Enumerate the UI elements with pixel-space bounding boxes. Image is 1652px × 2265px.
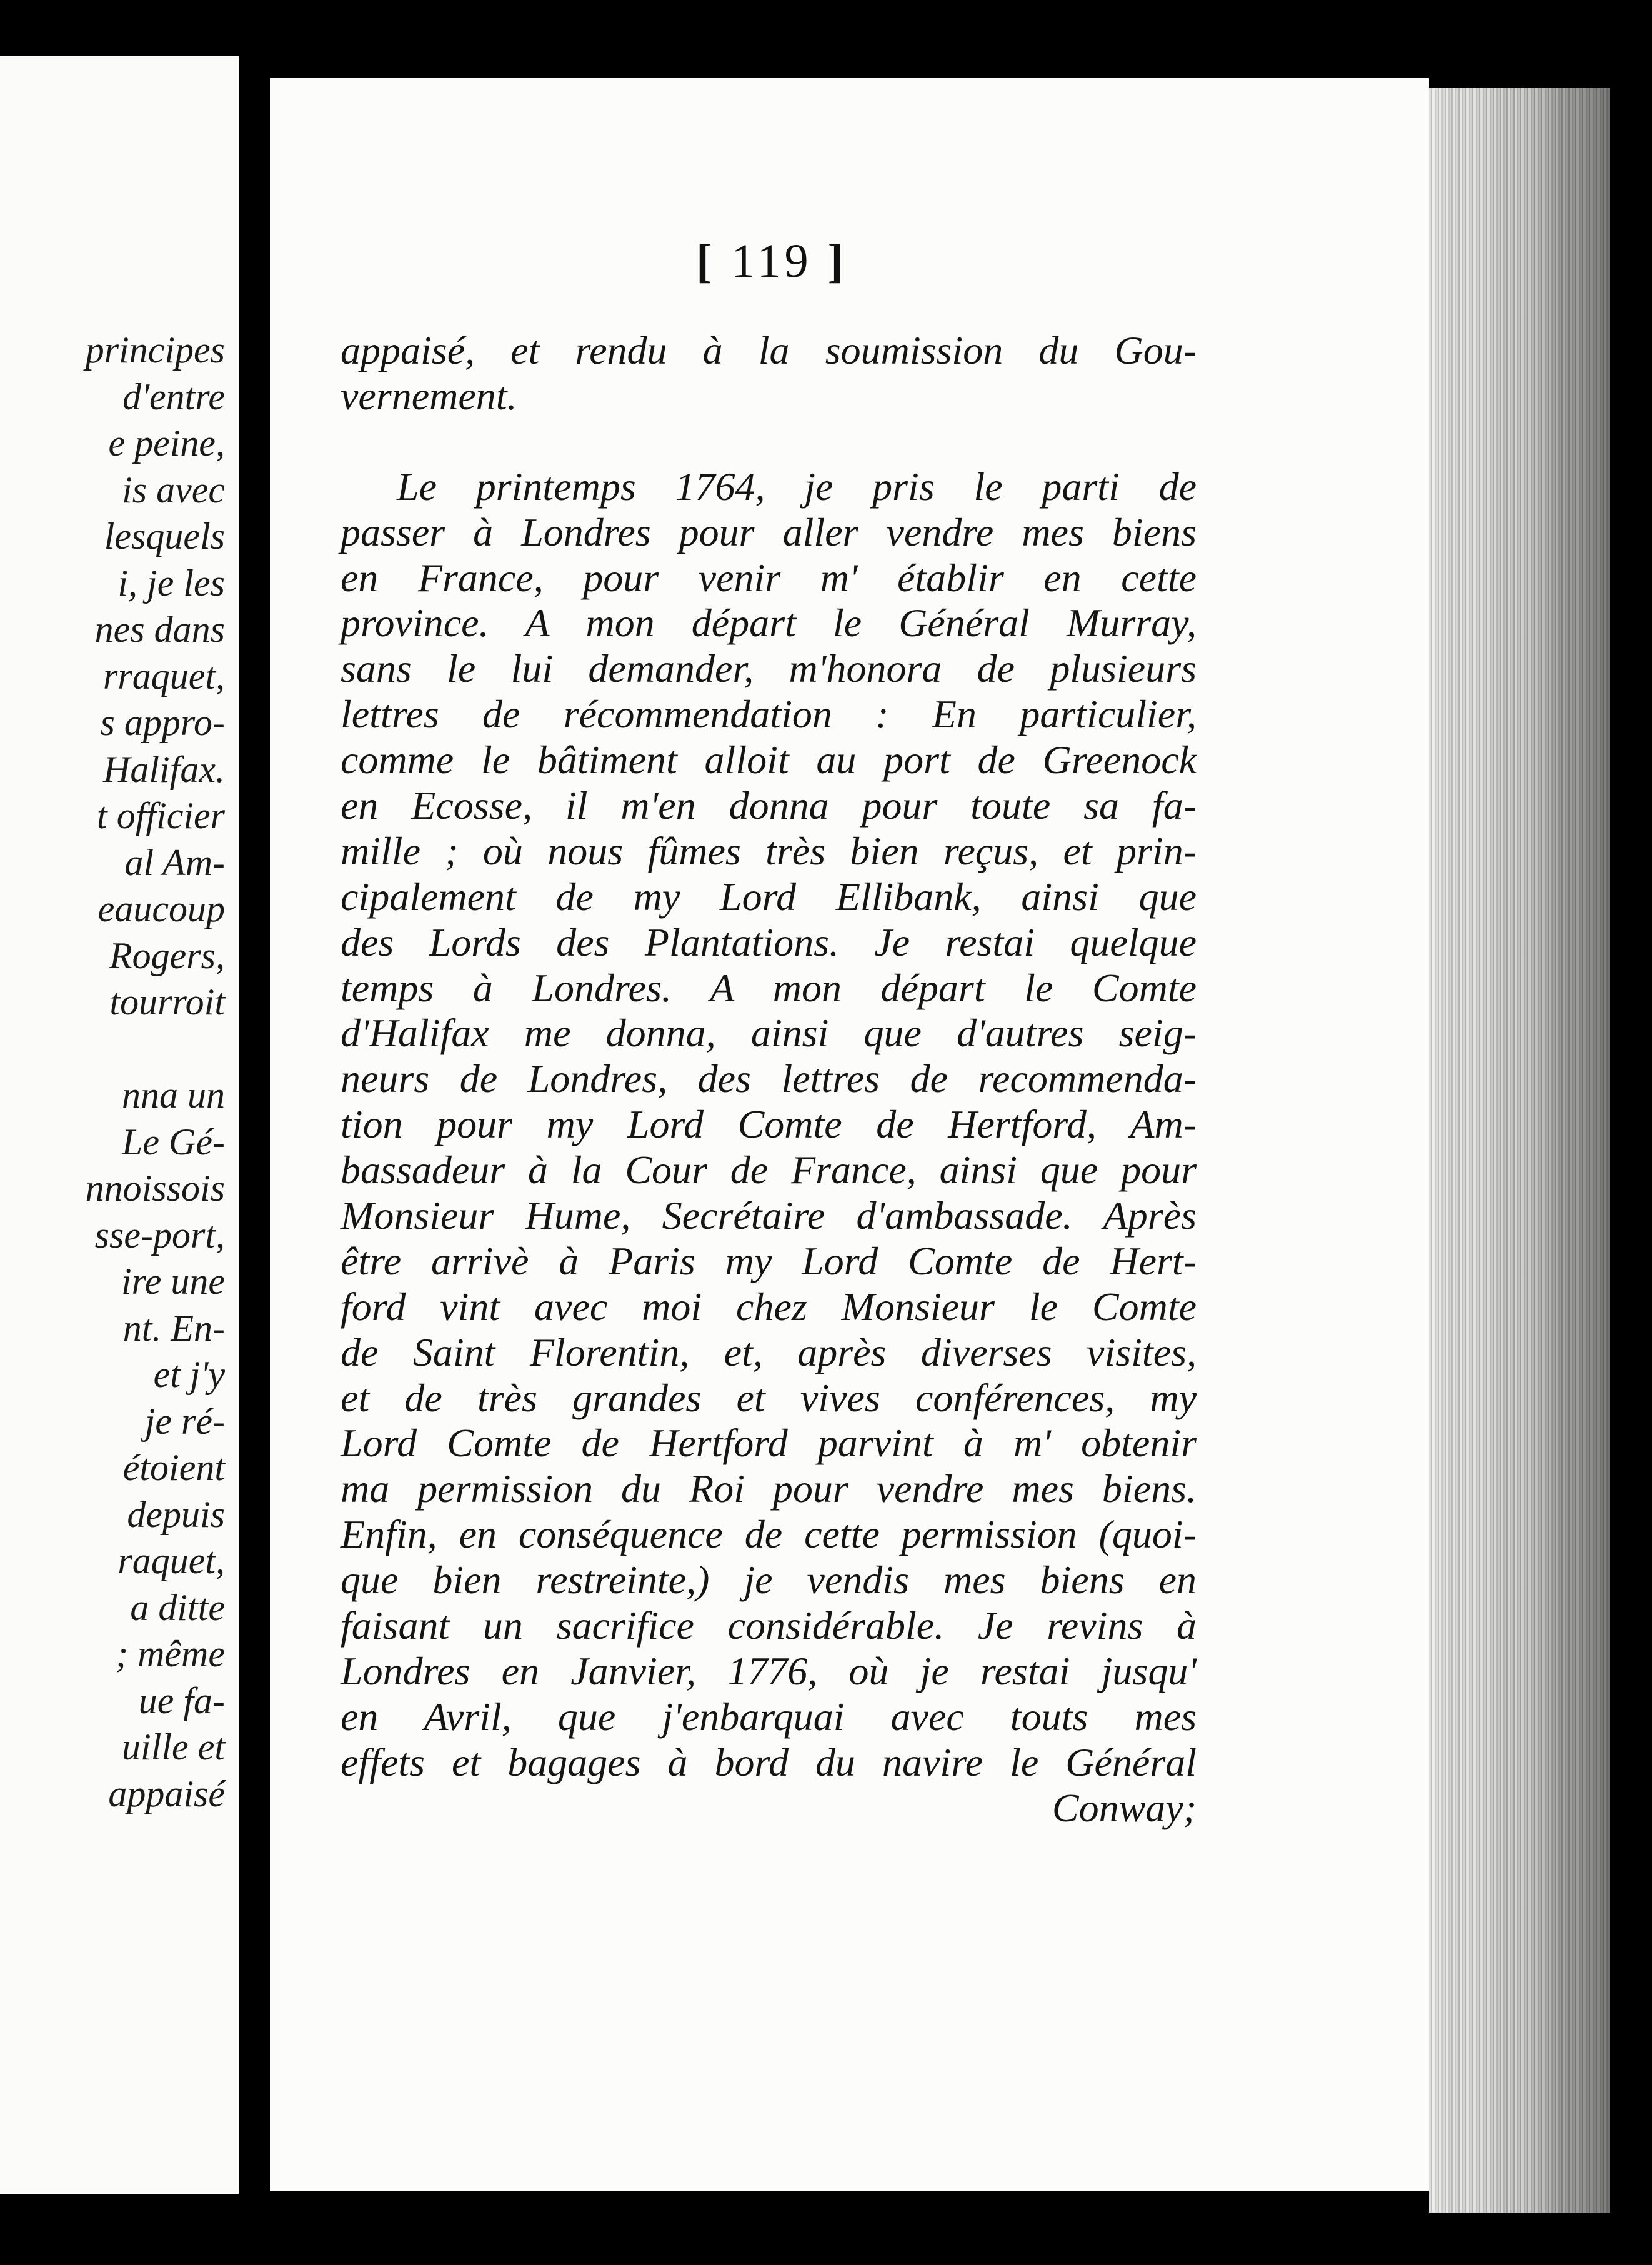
text-line: Lord Comte de Hertford parvint à m' obtenir — [341, 1421, 1197, 1466]
left-page-text-line: étoient — [122, 1447, 225, 1488]
text-line: tion pour my Lord Comte de Hertford, Am- — [341, 1102, 1197, 1147]
left-page-text-line: i, je les — [117, 562, 225, 604]
text-line: bassadeur à la Cour de France, ainsi que pour — [341, 1148, 1197, 1192]
book-gutter — [239, 56, 270, 2194]
text-line: neurs de Londres, des lettres de recommenda- — [341, 1056, 1197, 1101]
text-line: comme le bâtiment alloit au port de Greenock — [341, 738, 1197, 782]
text-line: effets et bagages à bord du navire le Général — [341, 1739, 1197, 1784]
text-line: d'Halifax me donna, ainsi que d'autres seig- — [341, 1011, 1197, 1056]
text-line: lettres de récommendation : En particulier, — [341, 692, 1197, 737]
left-page-text-line: ; même — [116, 1633, 225, 1674]
text-line: en France, pour venir m' établir en cette — [341, 555, 1197, 600]
left-page-text-line: ire une — [121, 1261, 225, 1302]
left-page-text-line: nes dans — [94, 609, 225, 650]
left-page-text-line: nt. En- — [122, 1307, 225, 1349]
text-line: que bien restreinte,) je vendis mes biens en — [341, 1558, 1197, 1602]
left-page-text-line: d'entre — [122, 376, 225, 418]
left-page-text-line: is avec — [122, 469, 225, 511]
text-line: Le printemps 1764, je pris le parti de — [397, 464, 1197, 509]
page-body-text — [341, 328, 1197, 1831]
left-page-text-line: a ditte — [130, 1586, 225, 1628]
text-line: Londres en Janvier, 1776, où je restai jusqu' — [341, 1648, 1197, 1693]
left-page-text-line: ue fa- — [138, 1679, 225, 1721]
text-line: des Lords des Plantations. Je restai quelque — [341, 919, 1197, 964]
left-page-text-line: eaucoup — [97, 888, 225, 929]
text-line: appaisé, et rendu à la soumission du Gou- — [341, 328, 1197, 372]
page-number: 119 — [731, 235, 812, 288]
left-page-text-line: rraquet, — [103, 655, 225, 697]
left-page-text-line: principes — [85, 329, 225, 371]
text-line: sans le lui demander, m'honora de plusieurs — [341, 646, 1197, 691]
left-page-text-line: tourroit — [109, 981, 225, 1022]
text-line: de Saint Florentin, et, après diverses visites, — [341, 1329, 1197, 1374]
text-line: vernement. — [341, 373, 517, 418]
text-line: en Ecosse, il m'en donna pour toute sa fa- — [341, 783, 1197, 828]
previous-page-fragment — [0, 56, 239, 2194]
left-page-text-line: lesquels — [104, 516, 225, 557]
left-page-text-line: Rogers, — [109, 934, 225, 976]
text-line: Enfin, en conséquence de cette permission (quoi- — [341, 1512, 1197, 1557]
text-line: et de très grandes et vives conférences, my — [341, 1375, 1197, 1420]
left-page-text-line: al Am- — [124, 841, 225, 883]
left-page-text-line: depuis — [127, 1493, 225, 1535]
page-fore-edge-shadow — [1429, 88, 1610, 2212]
header-close-bracket: ] — [827, 235, 847, 288]
text-line: ford vint avec moi chez Monsieur le Comte — [341, 1284, 1197, 1329]
left-page-text-line: uille et — [122, 1726, 225, 1768]
left-page-text-line: je ré- — [144, 1400, 225, 1442]
left-page-text-line: nnoissois — [85, 1168, 225, 1209]
text-line: province. A mon départ le Général Murray, — [341, 601, 1197, 646]
text-line: être arrivè à Paris my Lord Comte de Hert- — [341, 1238, 1197, 1283]
text-line: faisant un sacrifice considérable. Je revins à — [341, 1603, 1197, 1648]
page-number-header — [672, 234, 872, 289]
header-open-bracket: [ — [696, 235, 716, 288]
text-line: ma permission du Roi pour vendre mes biens. — [341, 1466, 1197, 1511]
text-line: Monsieur Hume, Secrétaire d'ambassade. Après — [341, 1193, 1197, 1238]
left-page-text-line: appaisé — [108, 1772, 225, 1814]
catchword: Conway; — [1052, 1785, 1197, 1830]
text-line: en Avril, que j'enbarquai avec touts mes — [341, 1694, 1197, 1739]
paragraph-gap — [341, 419, 1197, 464]
left-page-text-line: e peine, — [108, 422, 225, 464]
left-page-text-line: et j'y — [153, 1354, 225, 1395]
text-line: cipalement de my Lord Ellibank, ainsi que — [341, 874, 1197, 919]
text-line: mille ; où nous fûmes très bien reçus, et prin- — [341, 828, 1197, 873]
text-line: temps à Londres. A mon départ le Comte — [341, 965, 1197, 1010]
left-page-text-line: Halifax. — [103, 748, 225, 790]
left-page-text-line: nna un — [122, 1074, 225, 1116]
text-line: passer à Londres pour aller vendre mes biens — [341, 509, 1197, 554]
left-page-text-line: s appro- — [100, 702, 225, 743]
left-page-text-line: t officier — [97, 795, 225, 836]
left-page-text-line: sse-port, — [94, 1214, 225, 1256]
left-page-text-line: Le Gé- — [122, 1121, 225, 1162]
left-page-text-line: raquet, — [117, 1540, 225, 1581]
